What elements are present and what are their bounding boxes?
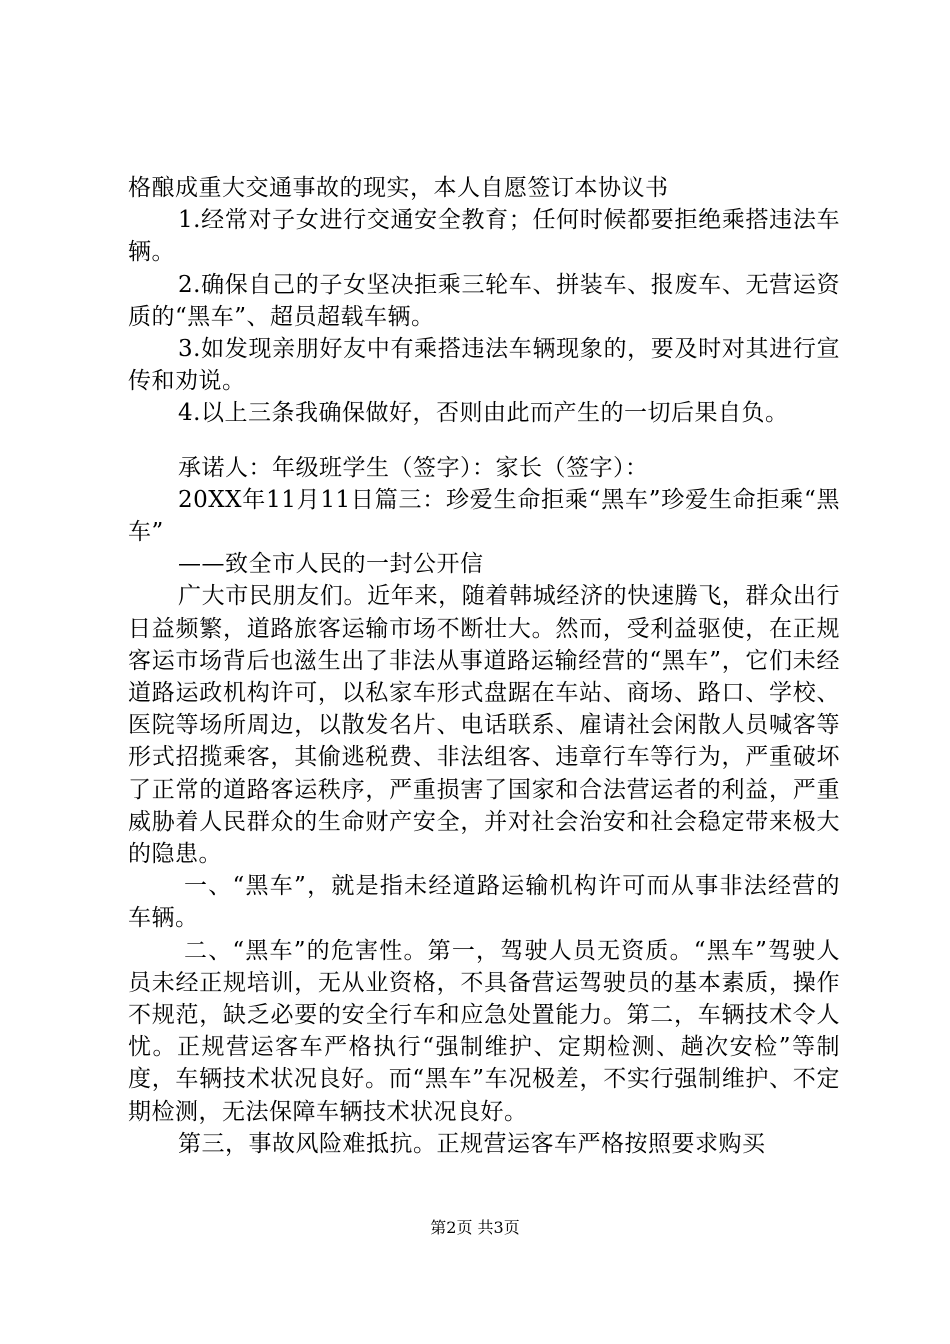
paragraph-section-three-start: 第三，事故风险难抵抗。正规营运客车严格按照要求购买 — [178, 1130, 766, 1157]
document-body — [128, 172, 840, 1160]
paragraph-opening-fragment: 格酿成重大交通事故的现实，本人自愿签订本协议书 — [128, 175, 669, 201]
paragraph-date-and-title: 20XX年11月11日篇三：珍爱生命拒乘“黑车”珍爱生命拒乘“黑车” — [128, 486, 840, 546]
paragraph-item-1: 1.经常对子女进行交通安全教育；任何时候都要拒绝乘搭违法车辆。 — [128, 207, 840, 266]
paragraph-section-two: 二、“黑车”的危害性。第一，驾驶人员无资质。“黑车”驾驶人员未经正规培训，无从业资格，不具备营运驾驶员的基本素质，操作不规范，缺乏必要的安全行车和应急处置能力。第二，车辆技术令人忧。正规营运客车严格执行“强制维护、定期检测、趟次安检”等制度，车辆技术状况良好。而“黑车”车况极差，不实行强制维护、不定期检测，无法保障车辆技术状况良好。 — [128, 937, 840, 1125]
paragraph-section-one: 一、“黑车”，就是指未经道路运输机构许可而从事非法经营的车辆。 — [128, 873, 840, 932]
paragraph-subtitle: ——致全市人民的一封公开信 — [178, 551, 484, 578]
paragraph-open-letter-intro: 广大市民朋友们。近年来，随着韩城经济的快速腾飞，群众出行日益频繁，道路旅客运输市场不断壮大。然而，受利益驱使，在正规客运市场背后也滋生出了非法从事道路运输经营的“黑车”，它们未经道路运政机构许可，以私家车形式盘踞在车站、商场、路口、学校、医院等场所周边，以散发名片、电话联系、雇请社会闲散人员喊客等形式招揽乘客，其偷逃税费、非法组客、违章行车等行为，严重破坏了正常的道路客运秩序，严重损害了国家和合法营运者的利益，严重威胁着人民群众的生命财产安全，并对社会治安和社会稳定带来极大的隐患。 — [128, 583, 840, 868]
paragraph-signature-line: 承诺人：年级班学生（签字）：家长（签字）： — [178, 454, 649, 481]
page-number-footer: 第2页 共3页 — [430, 1218, 520, 1237]
paragraph-item-4: 4.以上三条我确保做好，否则由此而产生的一切后果自负。 — [178, 400, 789, 427]
paragraph-item-2: 2.确保自己的子女坚决拒乘三轮车、拼装车、报废车、无营运资质的“黑车”、超员超载车辆。 — [128, 271, 840, 330]
paragraph-item-3: 3.如发现亲朋好友中有乘搭违法车辆现象的，要及时对其进行宣传和劝说。 — [128, 336, 840, 395]
